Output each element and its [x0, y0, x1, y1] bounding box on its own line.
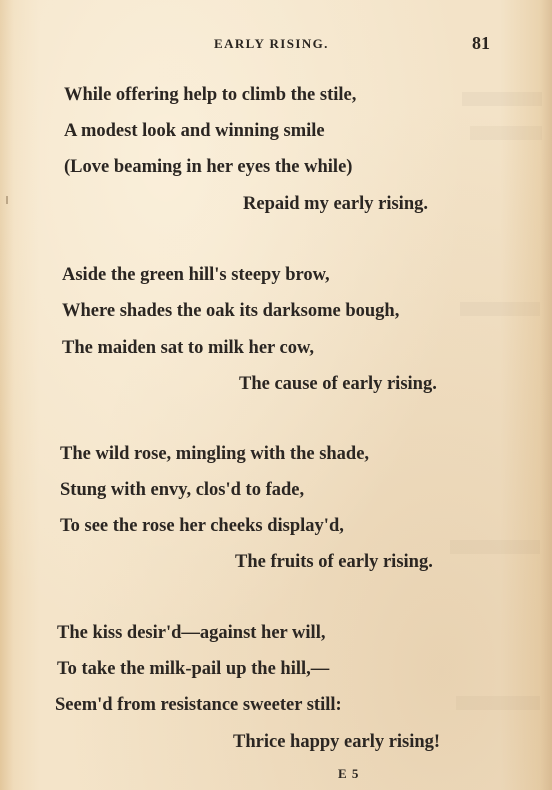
show-through-smudge [470, 126, 542, 140]
verse-line: While offering help to climb the stile, [64, 85, 357, 105]
verse-line: To see the rose her cheeks display'd, [60, 516, 344, 536]
verse-line: (Love beaming in her eyes the while) [64, 157, 353, 177]
signature-mark: E 5 [338, 766, 360, 781]
verse-line: The maiden sat to milk her cow, [62, 338, 314, 358]
running-title: EARLY RISING. [214, 36, 329, 51]
page-header [0, 34, 552, 54]
verse-refrain: Repaid my early rising. [243, 194, 428, 214]
show-through-smudge [460, 302, 540, 316]
show-through-smudge [450, 540, 540, 554]
verse-refrain: The fruits of early rising. [235, 552, 433, 572]
verse-line: Stung with envy, clos'd to fade, [60, 480, 305, 500]
verse-line: Aside the green hill's steepy brow, [62, 265, 330, 285]
show-through-smudge [462, 92, 542, 106]
verse-line: The wild rose, mingling with the shade, [60, 444, 370, 464]
verse-line: A modest look and winning smile [64, 121, 325, 141]
verse-line: Seem'd from resistance sweeter still: [55, 695, 342, 715]
verse-line: To take the milk-pail up the hill,— [57, 659, 330, 679]
binding-mark [6, 196, 8, 204]
verse-line: The kiss desir'd—against her will, [57, 623, 326, 643]
verse-refrain: Thrice happy early rising! [233, 732, 441, 752]
verse-refrain: The cause of early rising. [239, 374, 437, 394]
page-number: 81 [472, 33, 490, 53]
verse-line: Where shades the oak its darksome bough, [62, 301, 400, 321]
show-through-smudge [456, 696, 540, 710]
